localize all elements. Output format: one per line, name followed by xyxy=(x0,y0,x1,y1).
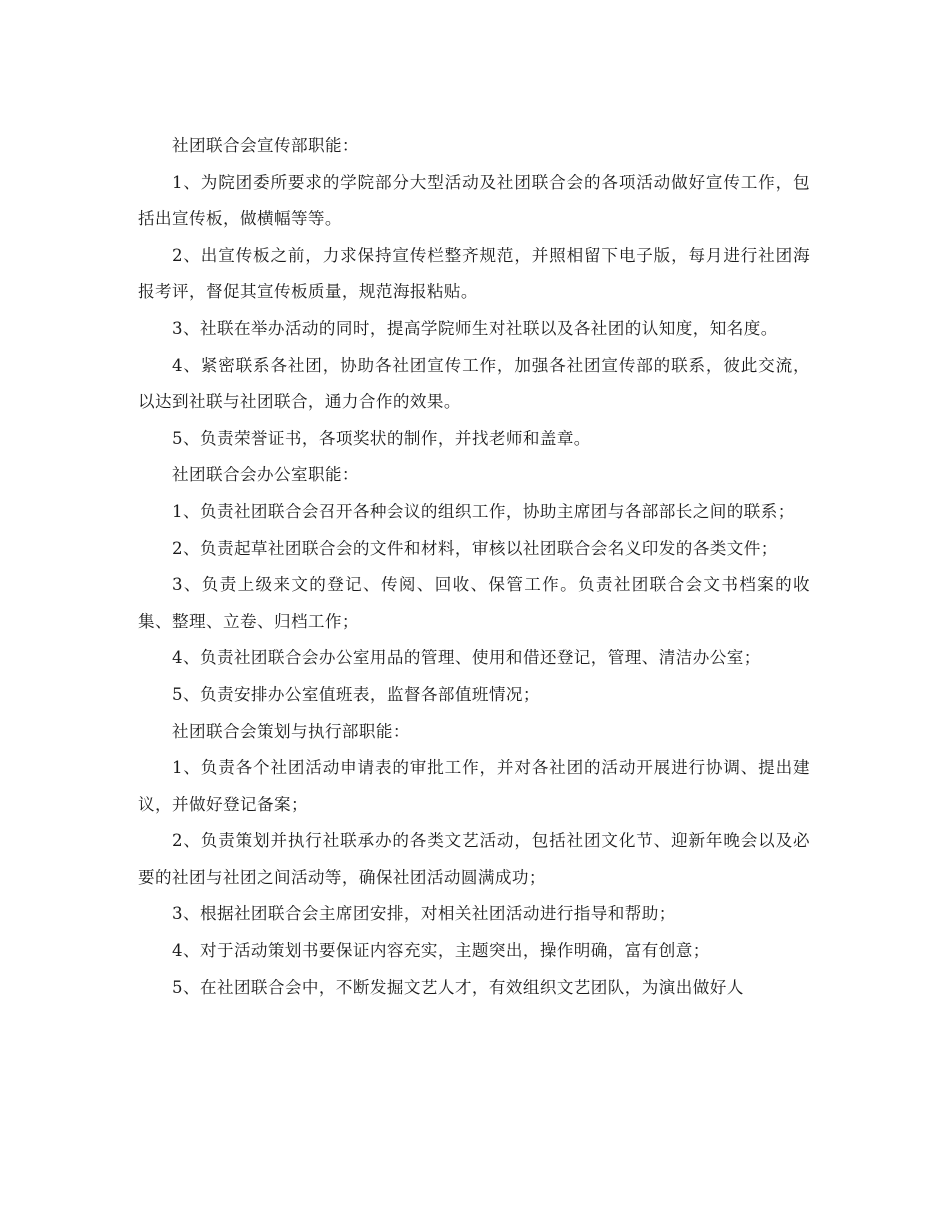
office-item-2: 2、负责起草社团联合会的文件和材料，审核以社团联合会名义印发的各类文件； xyxy=(172,538,778,558)
section-heading-planning: 社团联合会策划与执行部职能： xyxy=(172,721,410,741)
office-item-4: 4、负责社团联合会办公室用品的管理、使用和借还登记，管理、清洁办公室； xyxy=(172,648,761,668)
office-item-1: 1、负责社团联合会召开各种会议的组织工作，协助主席团与各部部长之间的联系； xyxy=(172,501,795,521)
planning-item-3: 3、根据社团联合会主席团安排，对相关社团活动进行指导和帮助； xyxy=(172,904,676,924)
planning-item-2: 2、负责策划并执行社联承办的各类文艺活动，包括社团文化节、迎新年晚会以及必要的社团与社团之间活动等，确保社团活动圆满成功； xyxy=(138,831,810,887)
planning-item-4: 4、对于活动策划书要保证内容充实，主题突出，操作明确，富有创意； xyxy=(172,941,710,961)
publicity-item-5: 5、负责荣誉证书，各项奖状的制作，并找老师和盖章。 xyxy=(172,428,591,448)
office-item-3: 3、负责上级来文的登记、传阅、回收、保管工作。负责社团联合会文书档案的收集、整理、立卷、归档工作； xyxy=(138,575,810,631)
document-body xyxy=(138,128,810,1006)
publicity-item-3: 3、社联在举办活动的同时，提高学院师生对社联以及各社团的认知度，知名度。 xyxy=(172,318,778,338)
office-item-5: 5、负责安排办公室值班表，监督各部值班情况； xyxy=(172,684,540,704)
section-heading-office: 社团联合会办公室职能： xyxy=(172,465,359,485)
publicity-item-2: 2、出宣传板之前，力求保持宣传栏整齐规范，并照相留下电子版，每月进行社团海报考评，督促其宣传板质量，规范海报粘贴。 xyxy=(138,245,810,302)
planning-item-5: 5、在社团联合会中，不断发掘文艺人才，有效组织文艺团队，为演出做好人 xyxy=(172,977,744,997)
section-heading-publicity: 社团联合会宣传部职能： xyxy=(172,136,359,155)
planning-item-1: 1、负责各个社团活动申请表的审批工作，并对各社团的活动开展进行协调、提出建议，并做好登记备案； xyxy=(138,758,810,814)
publicity-item-4: 4、紧密联系各社团，协助各社团宣传工作，加强各社团宣传部的联系，彼此交流，以达到社联与社团联合，通力合作的效果。 xyxy=(138,355,810,412)
publicity-item-1: 1、为院团委所要求的学院部分大型活动及社团联合会的各项活动做好宣传工作，包括出宣传板，做横幅等等。 xyxy=(138,172,810,229)
